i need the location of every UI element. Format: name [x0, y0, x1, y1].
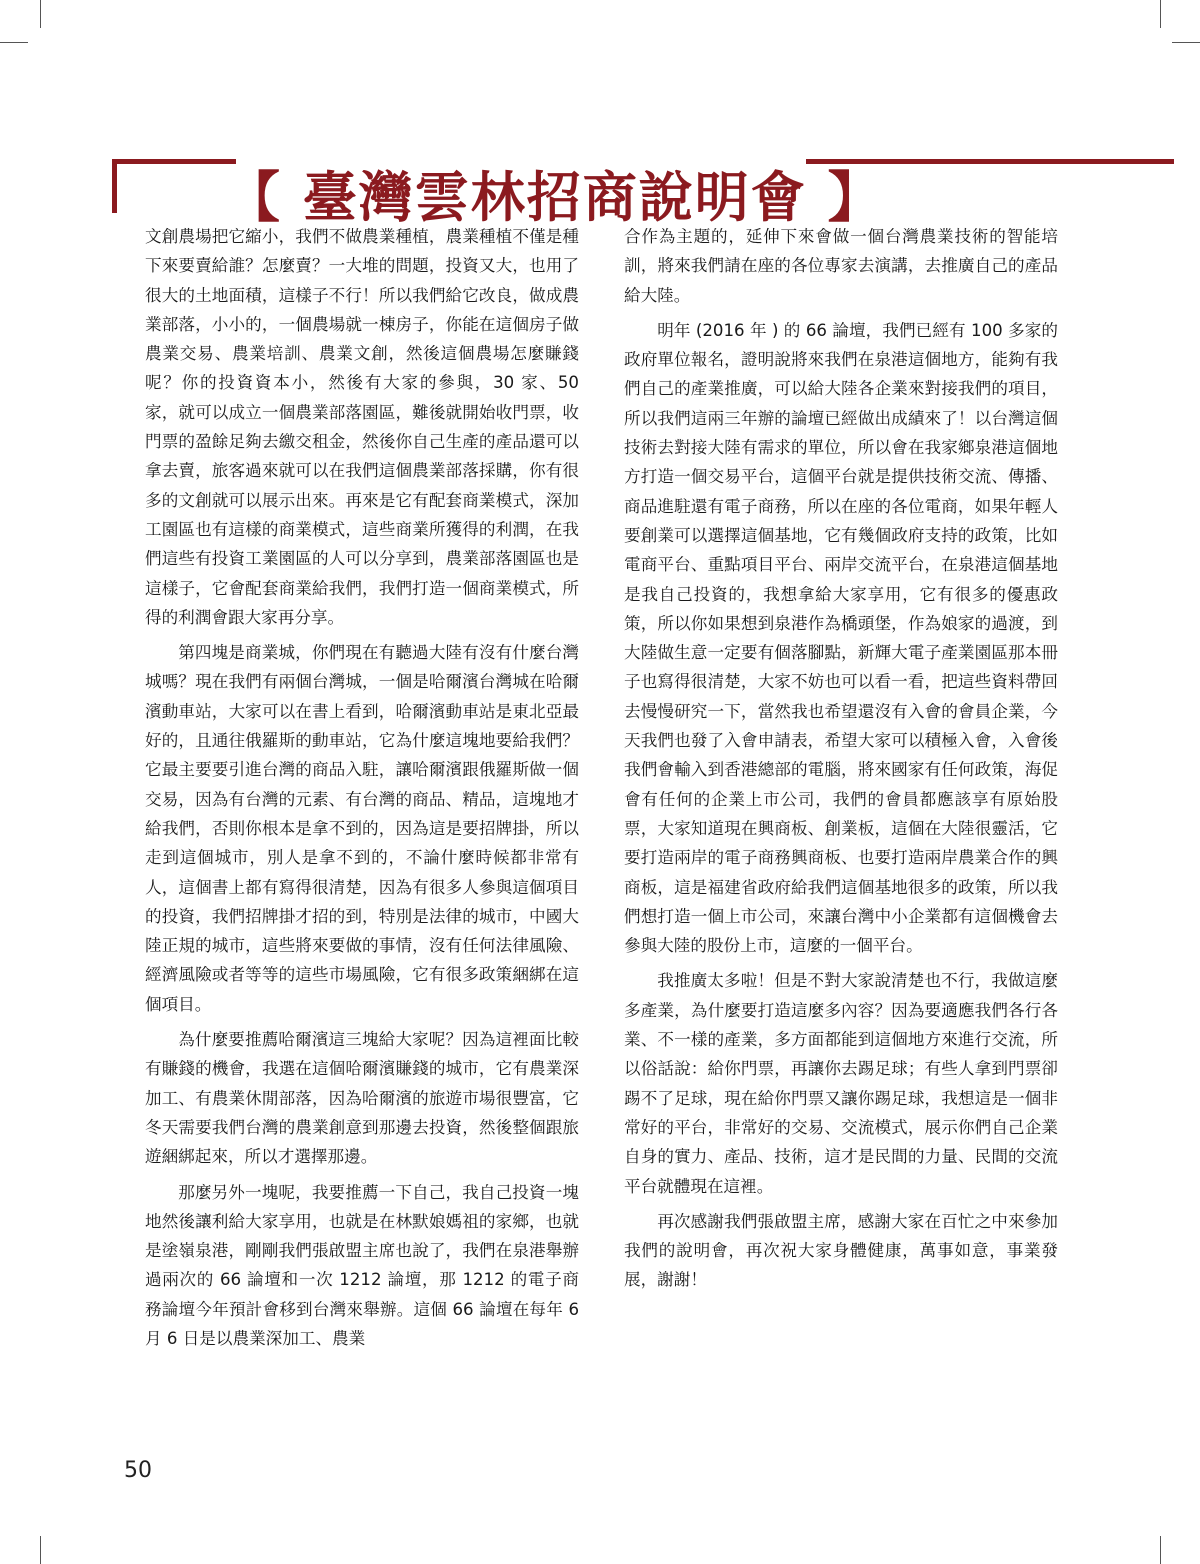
paragraph: 再次感謝我們張啟盟主席，感謝大家在百忙之中來參加我們的說明會，再次祝大家身體健康，萬事如意，事業發展，謝謝！: [624, 1211, 1058, 1290]
left-column: [145, 222, 579, 1353]
paragraph: 那麼另外一塊呢，我要推薦一下自己，我自己投資一塊地然後讓利給大家享用，也就是在林默娘媽祖的家鄉，也就是塗嶺泉港，剛剛我們張啟盟主席也說了，我們在泉港舉辦過兩次的 66 論壇和一次 1212 論壇，那 1212 的電子商務論壇今年預計會移到台灣來舉辦。這個 66 論壇在每年 6 月 6 日是以農業深加工、農業: [145, 1182, 579, 1348]
crop-mark-bottom-left-vertical: [40, 1536, 41, 1564]
page-number: 50: [124, 1458, 152, 1483]
crop-mark-top-left-vertical: [40, 0, 41, 28]
paragraph: 明年 (2016 年 ) 的 66 論壇，我們已經有 100 多家的政府單位報名，證明說將來我們在泉港這個地方，能夠有我們自己的產業推廣，可以給大陸各企業來對接我們的項目，所以我們這兩三年辦的論壇已經做出成績來了！以台灣這個技術去對接大陸有需求的單位，所以會在我家鄉泉港這個地方打造一個交易平台，這個平台就是提供技術交流、傳播、商品進駐還有電子商務，所以在座的各位電商，如果年輕人要創業可以選擇這個基地，它有幾個政府支持的政策，比如電商平台、重點項目平台、兩岸交流平台，在泉港這個基地是我自己投資的，我想拿給大家享用，它有很多的優惠政策，所以你如果想到泉港作為橋頭堡，作為娘家的過渡，到大陸做生意一定要有個落腳點，新輝大電子產業園區那本冊子也寫得很清楚，大家不妨也可以看一看，把這些資料帶回去慢慢研究一下，當然我也希望還沒有入會的會員企業，今天我們也發了入會申請表，希望大家可以積極入會，入會後我們會輸入到香港總部的電腦，將來國家有任何政策，海促會有任何的企業上市公司，我們的會員都應該享有原始股票，大家知道現在興商板、創業板，這個在大陸很靈活，它要打造兩岸的電子商務興商板、也要打造兩岸農業合作的興商板，這是福建省政府給我們這個基地很多的政策，所以我們想打造一個上市公司，來讓台灣中小企業都有這個機會去參與大陸的股份上市，這麼的一個平台。: [624, 320, 1058, 956]
paragraph: 第四塊是商業城，你們現在有聽過大陸有沒有什麼台灣城嗎？現在我們有兩個台灣城，一個是哈爾濱台灣城在哈爾濱動車站，大家可以在書上看到，哈爾濱動車站是東北亞最好的，且通往俄羅斯的動車站，它為什麼這塊地要給我們？它最主要要引進台灣的商品入駐，讓哈爾濱跟俄羅斯做一個交易，因為有台灣的元素、有台灣的商品、精品，這塊地才給我們，否則你根本是拿不到的，因為這是要招牌掛，所以走到這個城市，別人是拿不到的，不論什麼時候都非常有人，這個書上都有寫得很清楚，因為有很多人參與這個項目的投資，我們招牌掛才招的到，特別是法律的城市，中國大陸正規的城市，這些將來要做的事情，沒有任何法律風險、經濟風險或者等等的這些市場風險，它有很多政策綑綁在這個項目。: [145, 643, 579, 1014]
right-column: [624, 222, 1058, 1295]
crop-mark-top-right-vertical: [1160, 0, 1161, 28]
paragraph: 我推廣太多啦！但是不對大家說清楚也不行，我做這麼多產業，為什麼要打造這麼多內容？因為要適應我們各行各業、不一樣的產業，多方面都能到這個地方來進行交流，所以俗話說：給你門票，再讓你去踢足球；有些人拿到門票卻踢不了足球，現在給你門票又讓你踢足球，我想這是一個非常好的平台，非常好的交易、交流模式，展示你們自己企業自身的實力、產品、技術，這才是民間的力量、民間的交流平台就體現在這裡。: [624, 971, 1058, 1196]
page-title: 【 臺灣雲林招商說明會 】: [226, 166, 884, 230]
title-rule-left-vertical: [112, 159, 117, 213]
crop-mark-top-right-horizontal: [1172, 42, 1200, 43]
paragraph: 文創農場把它縮小，我們不做農業種植，農業種植不僅是種下來要賣給誰？怎麼賣？一大堆的問題，投資又大，也用了很大的土地面積，這樣子不行！所以我們給它改良，做成農業部落，小小的，一個農場就一棟房子，你能在這個房子做農業交易、農業培訓、農業文創，然後這個農場怎麼賺錢呢？你的投資資本小，然後有大家的參與，30 家、50 家，就可以成立一個農業部落園區，難後就開始收門票，收門票的盈餘足夠去繳交租金，然後你自己生產的產品還可以拿去賣，旅客過來就可以在我們這個農業部落採購，你有很多的文創就可以展示出來。再來是它有配套商業模式，深加工園區也有這樣的商業模式，這些商業所獲得的利潤，在我們這些有投資工業園區的人可以分享到，農業部落園區也是這樣子，它會配套商業給我們，我們打造一個商業模式，所得的利潤會跟大家再分享。: [145, 227, 579, 627]
crop-mark-bottom-right-vertical: [1160, 1536, 1161, 1564]
paragraph: 為什麼要推薦哈爾濱這三塊給大家呢？因為這裡面比較有賺錢的機會，我選在這個哈爾濱賺錢的城市，它有農業深加工、有農業休閒部落，因為哈爾濱的旅遊市場很豐富，它冬天需要我們台灣的農業創意到那邊去投資，然後整個跟旅遊綑綁起來，所以才選擇那邊。: [145, 1030, 579, 1167]
title-rule-left: [112, 159, 236, 164]
crop-mark-top-left-horizontal: [0, 42, 28, 43]
title-rule-right: [806, 159, 1174, 164]
paragraph: 合作為主題的，延伸下來會做一個台灣農業技術的智能培訓，將來我們請在座的各位專家去演講，去推廣自己的產品給大陸。: [624, 227, 1058, 305]
